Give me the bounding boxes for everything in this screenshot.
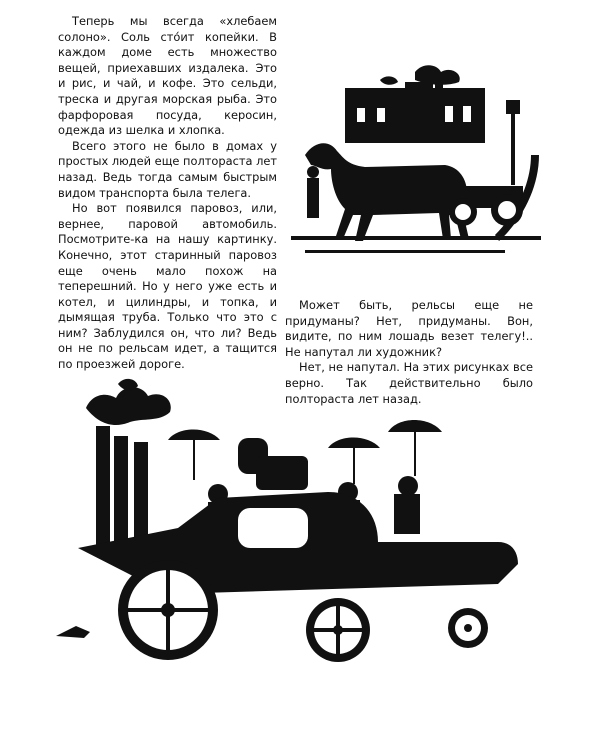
paragraph-rails: Может быть, рельсы еще не придуманы? Нет, придуманы. Вон, видите, по ним лошадь везет телегу!.. Не напутал ли художник? [285,298,533,359]
paragraph-cart: Всего этого не было в домах у простых людей еще полтораста лет назад. Ведь тогда самым быстрым видом транспорта была телега. [58,138,277,200]
paragraph-artist: Нет, не напутал. На этих рисунках все верно. Так действительно было полтораста лет назад. [285,360,533,406]
steam-road-carriage-illustration [48,378,553,678]
paragraph-salt: Теперь мы всегда «хлебаем солоно». Соль сто́ит копейки. В каждом доме есть множество вещей, приехавших издалека. Это и рис, и чай, и кофе. Это сельди, треска и другая морская рыба. Это фарфоровая посуда, керосин, одежда из шелка и хлопка. [58,14,277,138]
horse-rail-wagon-illustration [285,60,553,270]
left-text-column [58,14,277,373]
paragraph-steam-car: Но вот появился паровоз, или, вернее, паровой автомобиль. Посмотрите-ка на нашу картинку. Конечно, этот старинный паровоз еще очень мало похож на теперешний. Но у него уже есть и котел, и цилиндры, и топка, и дымящая труба. Только что это с ним? Заблудился он, что ли? Ведь он не по рельсам идет, а тащится по проезжей дороге. [58,201,277,372]
